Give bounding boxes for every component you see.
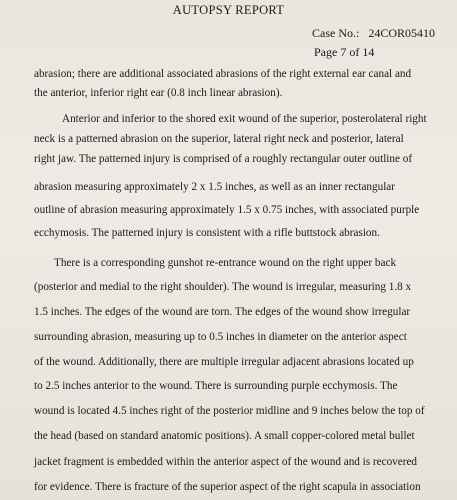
body-line: outline of abrasion measuring approximately 1.5 x 0.75 inches, with associated purple bbox=[34, 204, 420, 216]
body-line: to 2.5 inches anterior to the wound. There is surrounding purple ecchymosis. The bbox=[34, 380, 398, 392]
body-line: the head (based on standard anatomic positions). A small copper-colored metal bullet bbox=[34, 430, 415, 442]
body-line: of the wound. Additionally, there are multiple irregular adjacent abrasions located up bbox=[34, 356, 414, 368]
page-number: Page 7 of 14 bbox=[314, 45, 375, 59]
body-line: for evidence. There is fracture of the superior aspect of the right scapula in association bbox=[34, 481, 421, 493]
case-number: Case No.: 24COR05410 bbox=[312, 26, 435, 40]
body-line: 1.5 inches. The edges of the wound are torn. The edges of the wound show irregular bbox=[34, 306, 411, 318]
body-line: abrasion; there are additional associated abrasions of the right external ear canal and bbox=[34, 68, 412, 80]
report-title: AUTOPSY REPORT bbox=[172, 3, 285, 17]
body-line: neck is a patterned abrasion on the superior, lateral right neck and posterior, lateral bbox=[34, 133, 404, 145]
body-line: jacket fragment is embedded within the anterior aspect of the wound and is recovered bbox=[34, 456, 418, 468]
body-line: (posterior and medial to the right shoulder). The wound is irregular, measuring 1.8 x bbox=[34, 281, 412, 293]
body-line: ecchymosis. The patterned injury is consistent with a rifle buttstock abrasion. bbox=[34, 227, 380, 239]
body-line: surrounding abrasion, measuring up to 0.5 inches in diameter on the anterior aspect bbox=[34, 331, 407, 343]
body-line: wound is located 4.5 inches right of the posterior midline and 9 inches below the top of bbox=[34, 405, 425, 417]
body-line: Anterior and inferior to the shored exit wound of the superior, posterolateral right bbox=[62, 113, 427, 125]
body-line: the anterior, inferior right ear (0.8 inch linear abrasion). bbox=[34, 87, 283, 99]
body-line: right jaw. The patterned injury is comprised of a roughly rectangular outer outline of bbox=[34, 153, 413, 165]
body-line: abrasion measuring approximately 2 x 1.5 inches, as well as an inner rectangular bbox=[34, 181, 395, 193]
body-line: There is a corresponding gunshot re-entrance wound on the right upper back bbox=[54, 257, 397, 269]
